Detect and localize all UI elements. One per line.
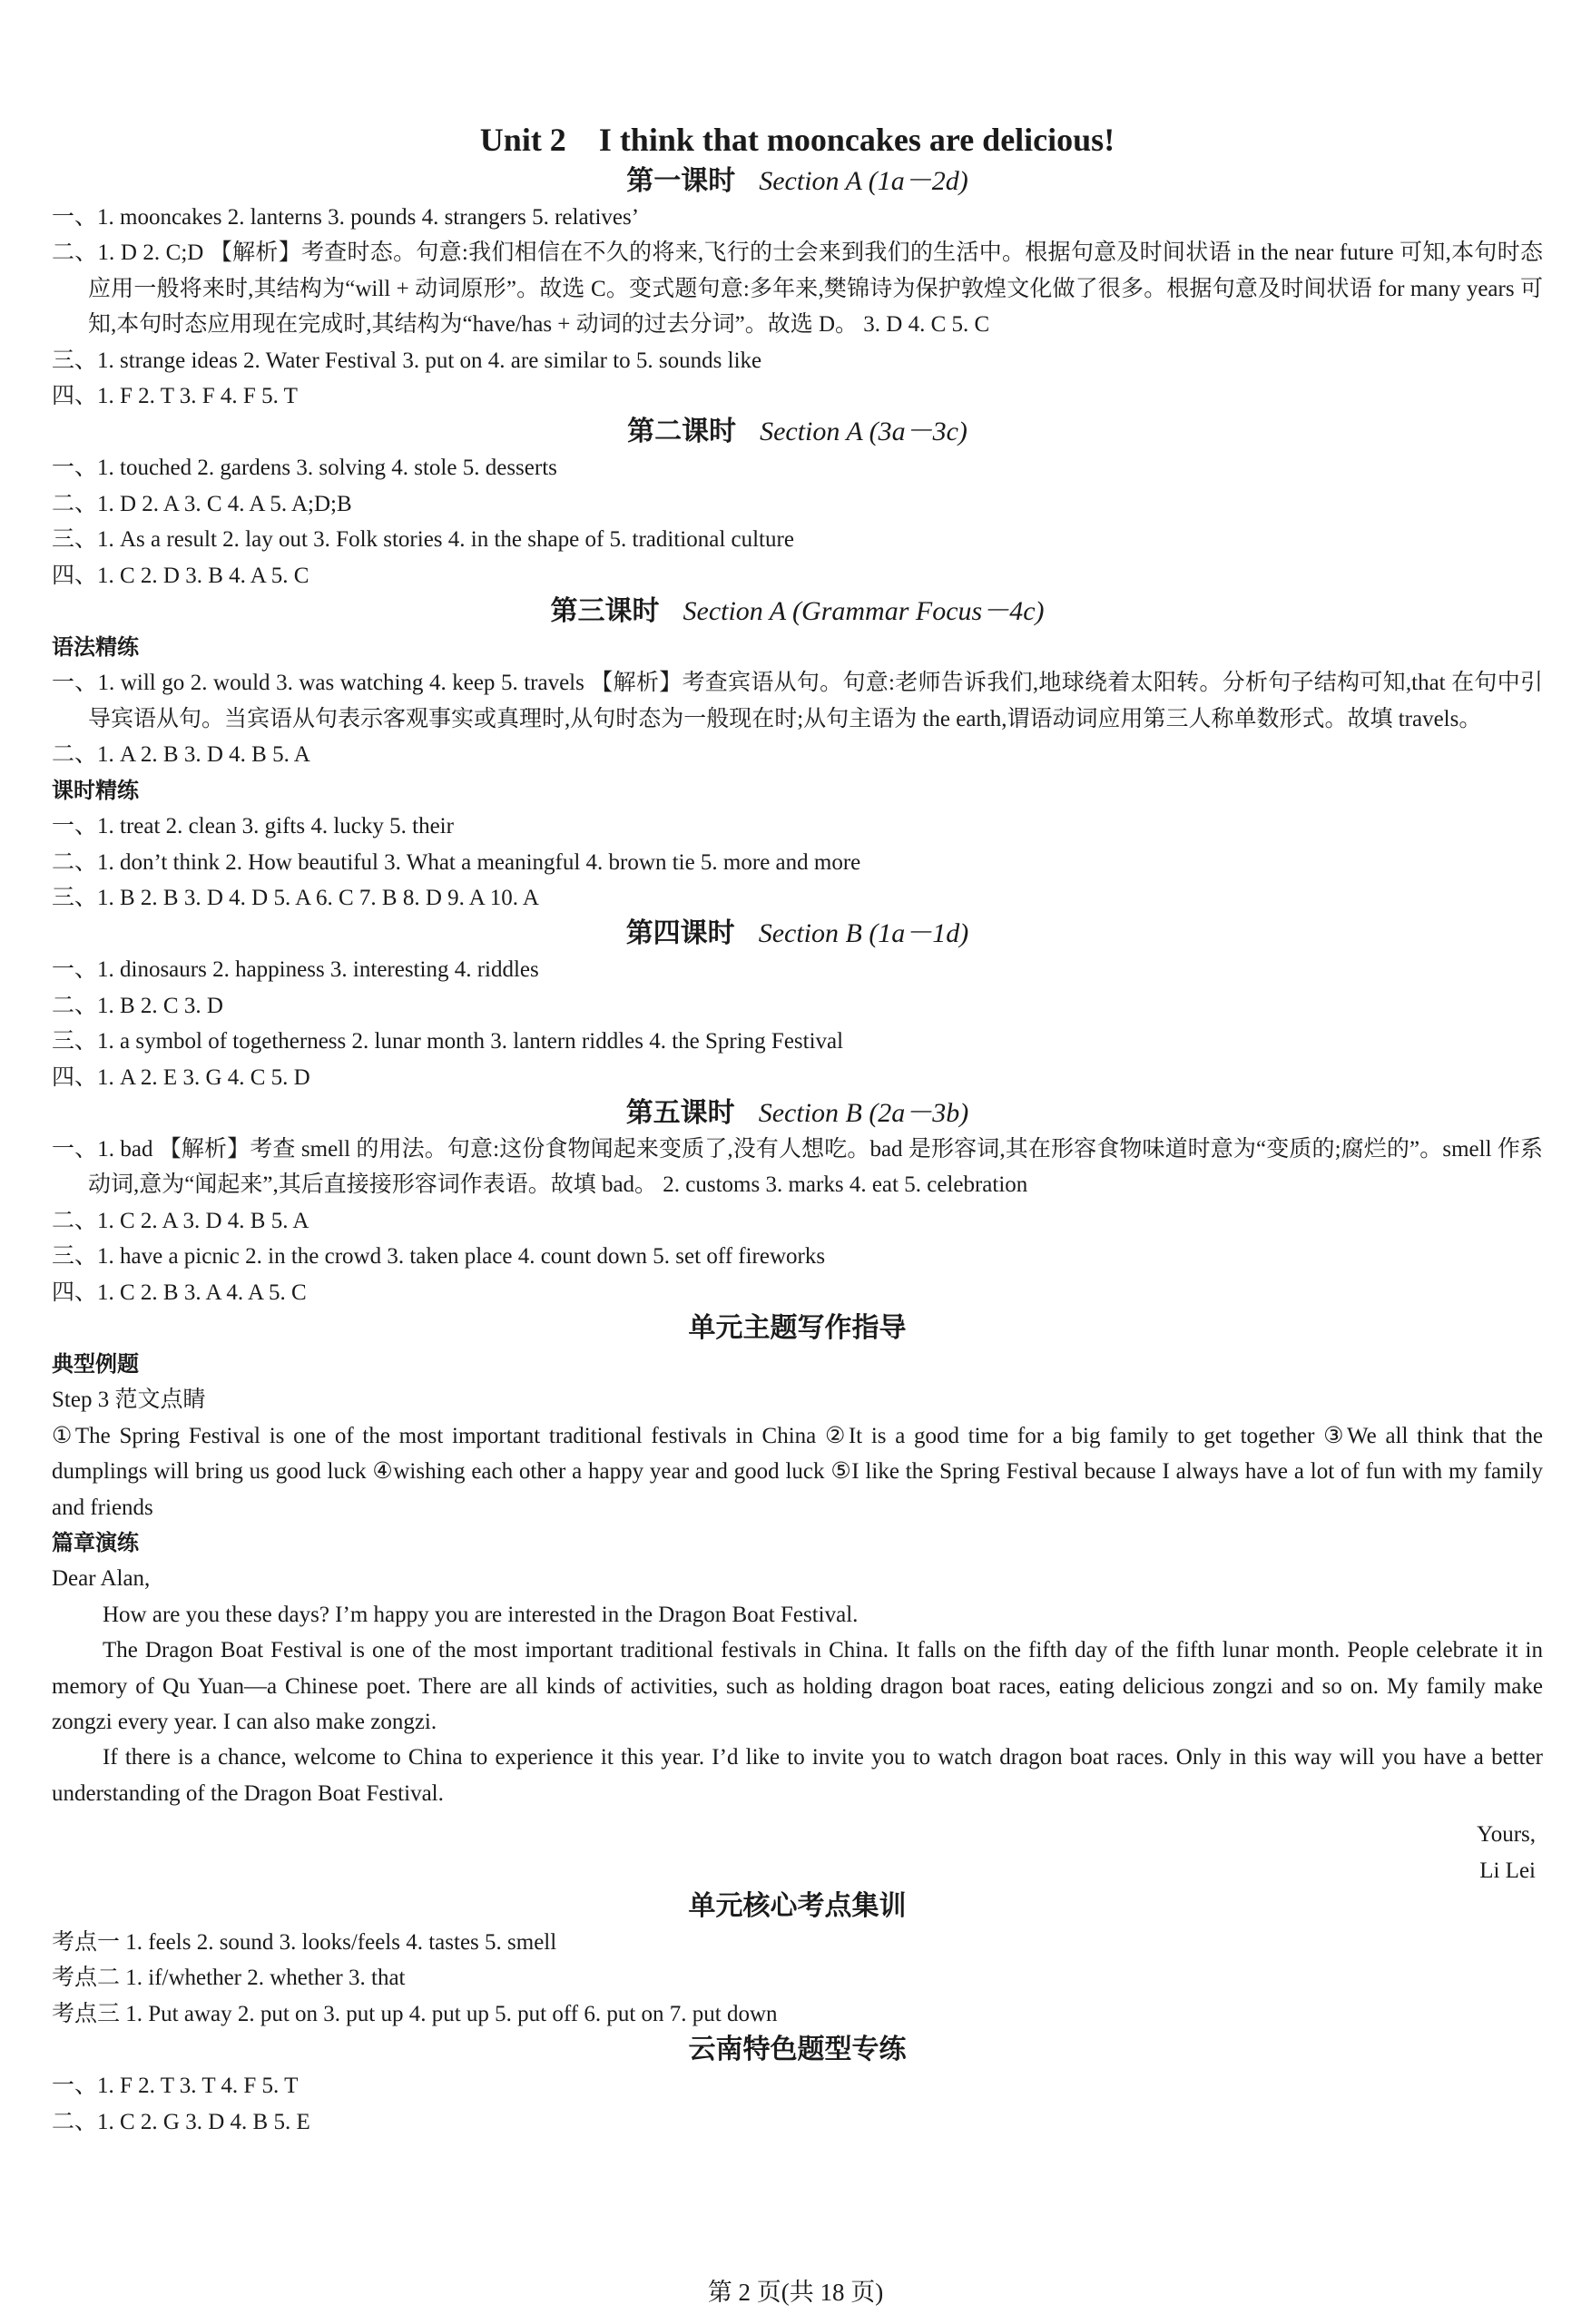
lesson-1-part-3: 三、1. strange ideas 2. Water Festival 3. put on 4. are similar to 5. sounds like [52,348,762,373]
yunnan-part-2: 二、1. C 2. G 3. D 4. B 5. E [52,2109,310,2134]
lesson-5-part-4: 四、1. C 2. B 3. A 4. A 5. C [52,1280,307,1305]
lesson-5-part-2: 二、1. C 2. A 3. D 4. B 5. A [52,1208,309,1233]
yunnan-practice-heading: 云南特色题型专练 [688,2035,907,2065]
lesson-4-part-1: 一、1. dinosaurs 2. happiness 3. interesting 4. riddles [52,957,539,983]
yunnan-part-1: 一、1. F 2. T 3. T 4. F 5. T [52,2074,299,2099]
core-point-3: 考点三 1. Put away 2. put on 3. put up 4. put up 5. put off 6. put on 7. put down [52,2001,778,2026]
lesson-2-part-3: 三、1. As a result 2. lay out 3. Folk stories 4. in the shape of 5. traditional culture [52,527,794,553]
lesson-1-part-4: 四、1. F 2. T 3. F 4. F 5. T [52,384,298,409]
lesson-5-part-3: 三、1. have a picnic 2. in the crowd 3. taken place 4. count down 5. set off fireworks [52,1244,826,1270]
page-content [52,118,1543,2140]
lesson-3-practice-part-1: 一、1. treat 2. clean 3. gifts 4. lucky 5. their [52,814,454,839]
lesson-4-part-3: 三、1. a symbol of togetherness 2. lunar month 3. lantern riddles 4. the Spring Festival [52,1029,844,1054]
unit-number: Unit 2 [479,122,566,158]
grammar-practice-label: 语法精练 [52,634,139,661]
letter-signature: Li Lei [1479,1858,1536,1883]
lesson-4-part-2: 二、1. B 2. C 3. D [52,993,223,1018]
lesson-practice-label: 课时精练 [52,777,139,803]
lesson-1-part-1: 一、1. mooncakes 2. lanterns 3. pounds 4. strangers 5. relatives’ [52,205,640,230]
lesson-5-heading: 第五课时 Section B (2a－3b) [625,1097,969,1128]
core-points-heading: 单元核心考点集训 [688,1891,907,1922]
lesson-1-part-2: 二、1. D 2. C;D 【解析】考查时态。句意:我们相信在不久的将来,飞行的士会来到我们的生活中。根据句意及时间状语 in the near future 可知,本句时态应用一般将来时,其结构为“will + 动词原形”。故选 C。变式题句意:多年来,樊锦诗为保护敦煌文化做了很多。根据句意及时间状语 for many years 可知,本句时态应用现在完成时,其结构为“have/has + 动词的过去分词”。故选 D。 3. D 4. C 5. C [52,240,1543,338]
letter-closing: Yours, [1477,1822,1536,1848]
unit-title-text: I think that mooncakes are delicious! [598,122,1115,158]
step-3-label: Step 3 范文点睛 [52,1388,206,1413]
passage-practice-label: 篇章演练 [52,1530,139,1555]
core-point-2: 考点二 1. if/whether 2. whether 3. that [52,1966,406,1991]
lesson-2-heading: 第二课时 Section A (3a－3c) [627,417,967,447]
letter-greeting: Dear Alan, [52,1566,151,1592]
model-sentences: ①The Spring Festival is one of the most important traditional festivals in China ②It is a good time for a big family to get together ③We all think that the dumplings will bring us good luck ④wishing each other a happy year and good luck ⑤I like the Spring Festival because I always have a lot of fun with my family and friends [52,1423,1543,1520]
lesson-4-heading: 第四课时 Section B (1a－1d) [625,918,969,949]
lesson-3-practice-part-3: 三、1. B 2. B 3. D 4. D 5. A 6. C 7. B 8. D 9. A 10. A [52,885,539,910]
letter-paragraph-1: How are you these days? I’m happy you are interested in the Dragon Boat Festival. [103,1602,859,1627]
letter-paragraph-3: If there is a chance, welcome to China to experience it this year. I’d like to invite you to watch dragon boat races. Only in this way will you have a better understanding of the Dragon Boat Festival. [52,1745,1543,1806]
lesson-3-heading: 第三课时 Section A (Grammar Focus－4c) [550,596,1045,627]
letter-paragraph-2: The Dragon Boat Festival is one of the most important traditional festivals in China. It falls on the fifth day of the fifth lunar month. People celebrate it in memory of Qu Yuan—a Chinese poet. There are all kinds of activities, such as holding dragon boat races, eating delicious zongzi and so on. My family make zongzi every year. I can also make zongzi. [52,1638,1543,1735]
core-point-1: 考点一 1. feels 2. sound 3. looks/feels 4. tastes 5. smell [52,1930,557,1956]
lesson-2-part-4: 四、1. C 2. D 3. B 4. A 5. C [52,563,309,588]
page-number-footer: 第 2 页(共 18 页) [707,2279,884,2306]
lesson-2-part-1: 一、1. touched 2. gardens 3. solving 4. stole 5. desserts [52,456,557,481]
typical-example-label: 典型例题 [52,1350,139,1377]
lesson-2-part-2: 二、1. D 2. A 3. C 4. A 5. A;D;B [52,491,352,516]
lesson-3-practice-part-2: 二、1. don’t think 2. How beautiful 3. What a meaningful 4. brown tie 5. more and more [52,849,861,875]
lesson-4-part-4: 四、1. A 2. E 3. G 4. C 5. D [52,1064,310,1090]
lesson-3-grammar-part-1: 一、1. will go 2. would 3. was watching 4. keep 5. travels 【解析】考查宾语从句。句意:老师告诉我们,地球绕着太阳转。分析句子结构可知,that 在句中引导宾语从句。当宾语从句表示客观事实或真理时,从句时态为一般现在时;从句主语为 the earth,谓语动词应用第三人称单数形式。故填 travels。 [52,671,1543,731]
unit-title [52,118,1543,162]
lesson-3-grammar-part-2: 二、1. A 2. B 3. D 4. B 5. A [52,742,310,768]
lesson-5-part-1: 一、1. bad 【解析】考查 smell 的用法。句意:这份食物闻起来变质了,没有人想吃。bad 是形容词,其在形容食物味道时意为“变质的;腐烂的”。smell 作系动词,意为“闻起来”,其后直接接形容词作表语。故填 bad。 2. customs 3. marks 4. eat 5. celebration [52,1136,1543,1198]
writing-guide-heading: 单元主题写作指导 [688,1312,907,1343]
lesson-1-heading: 第一课时 Section A (1a－2d) [626,166,968,196]
